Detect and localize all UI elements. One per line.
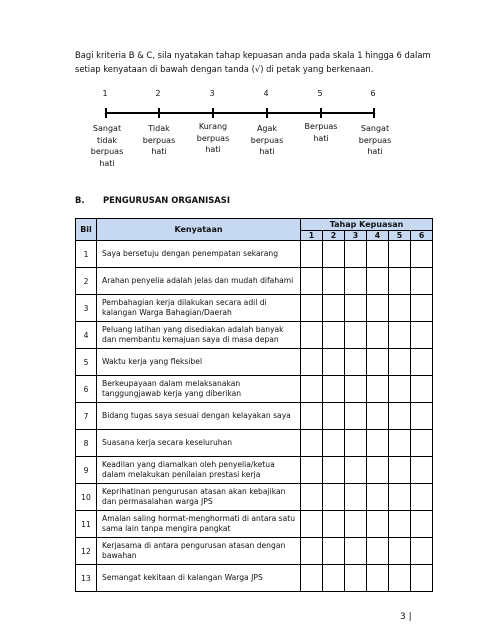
- rating-checkbox-cell[interactable]: [323, 376, 345, 403]
- table-body: [76, 241, 433, 592]
- scale-number: 4: [263, 89, 269, 98]
- row-bil: 2: [76, 268, 97, 295]
- row-bil: 1: [76, 241, 97, 268]
- scale-tick: [373, 108, 375, 118]
- rating-checkbox-cell[interactable]: [345, 457, 367, 484]
- header-level: 2: [323, 231, 345, 241]
- table-row: [76, 241, 433, 268]
- rating-checkbox-cell[interactable]: [345, 565, 367, 592]
- rating-checkbox-cell[interactable]: [301, 403, 323, 430]
- scale-label: Sangat berpuas hati: [358, 124, 392, 156]
- table-row: [76, 457, 433, 484]
- rating-checkbox-cell[interactable]: [301, 538, 323, 565]
- rating-checkbox-cell[interactable]: [389, 484, 411, 511]
- scale-line: [105, 112, 374, 114]
- rating-checkbox-cell[interactable]: [323, 484, 345, 511]
- rating-checkbox-cell[interactable]: [345, 241, 367, 268]
- rating-checkbox-cell[interactable]: [411, 565, 433, 592]
- rating-checkbox-cell[interactable]: [411, 295, 433, 322]
- rating-checkbox-cell[interactable]: [345, 484, 367, 511]
- rating-checkbox-cell[interactable]: [323, 241, 345, 268]
- rating-checkbox-cell[interactable]: [323, 430, 345, 457]
- row-bil: 8: [76, 430, 97, 457]
- rating-checkbox-cell[interactable]: [389, 349, 411, 376]
- scale-label: Sangat tidak berpuas hati: [90, 124, 124, 168]
- rating-checkbox-cell[interactable]: [389, 268, 411, 295]
- satisfaction-scale: [75, 88, 435, 168]
- rating-checkbox-cell[interactable]: [301, 484, 323, 511]
- rating-checkbox-cell[interactable]: [301, 241, 323, 268]
- rating-checkbox-cell[interactable]: [345, 403, 367, 430]
- table-row: [76, 376, 433, 403]
- rating-checkbox-cell[interactable]: [367, 430, 389, 457]
- scale-number: 3: [209, 89, 215, 98]
- scale-number: 6: [370, 89, 376, 98]
- rating-checkbox-cell[interactable]: [367, 376, 389, 403]
- row-statement: Semangat kekitaan di kalangan Warga JPS: [97, 565, 301, 592]
- header-tahap-kepuasan: Tahap Kepuasan: [301, 219, 433, 231]
- rating-checkbox-cell[interactable]: [389, 376, 411, 403]
- rating-checkbox-cell[interactable]: [411, 511, 433, 538]
- table-row: [76, 484, 433, 511]
- rating-checkbox-cell[interactable]: [411, 457, 433, 484]
- rating-checkbox-cell[interactable]: [323, 349, 345, 376]
- scale-label: Agak berpuas hati: [250, 124, 284, 156]
- scale-tick: [266, 108, 268, 118]
- scale-tick: [212, 108, 214, 118]
- rating-checkbox-cell[interactable]: [301, 349, 323, 376]
- header-kenyataan: Kenyataan: [97, 219, 301, 241]
- rating-checkbox-cell[interactable]: [389, 565, 411, 592]
- table-row: [76, 268, 433, 295]
- row-bil: 6: [76, 376, 97, 403]
- row-bil: 11: [76, 511, 97, 538]
- row-bil: 5: [76, 349, 97, 376]
- rating-checkbox-cell[interactable]: [411, 430, 433, 457]
- table-row: [76, 430, 433, 457]
- scale-tick: [320, 108, 322, 118]
- rating-checkbox-cell[interactable]: [367, 349, 389, 376]
- row-statement: Peluang latihan yang disediakan adalah banyak dan membantu kemajuan saya di masa depan: [97, 322, 301, 349]
- intro-text: Bagi kriteria B & C, sila nyatakan tahap kepuasan anda pada skala 1 hingga 6 dalam setiap kenyataan di bawah dengan tanda (√) di petak yang berkenaan.: [75, 50, 431, 74]
- rating-checkbox-cell[interactable]: [367, 484, 389, 511]
- rating-checkbox-cell[interactable]: [345, 268, 367, 295]
- rating-checkbox-cell[interactable]: [367, 565, 389, 592]
- scale-tick: [105, 108, 107, 118]
- row-statement: Keprihatinan pengurusan atasan akan kebajikan dan permasalahan warga JPS: [97, 484, 301, 511]
- row-bil: 7: [76, 403, 97, 430]
- rating-checkbox-cell[interactable]: [323, 268, 345, 295]
- table-row: [76, 349, 433, 376]
- scale-label: Berpuas hati: [304, 122, 338, 143]
- row-statement: Kerjasama di antara pengurusan atasan dengan bawahan: [97, 538, 301, 565]
- table-row: [76, 511, 433, 538]
- rating-checkbox-cell[interactable]: [301, 295, 323, 322]
- row-bil: 13: [76, 565, 97, 592]
- table-row: [76, 295, 433, 322]
- rating-checkbox-cell[interactable]: [323, 403, 345, 430]
- rating-checkbox-cell[interactable]: [367, 241, 389, 268]
- section-title: PENGURUSAN ORGANISASI: [103, 195, 230, 205]
- header-level: 4: [367, 231, 389, 241]
- rating-checkbox-cell[interactable]: [411, 538, 433, 565]
- rating-checkbox-cell[interactable]: [389, 511, 411, 538]
- header-level: 3: [345, 231, 367, 241]
- row-statement: Suasana kerja secara keseluruhan: [97, 430, 301, 457]
- rating-checkbox-cell[interactable]: [367, 268, 389, 295]
- rating-checkbox-cell[interactable]: [389, 403, 411, 430]
- header-level: 1: [301, 231, 323, 241]
- row-statement: Arahan penyelia adalah jelas dan mudah difahami: [97, 268, 301, 295]
- rating-checkbox-cell[interactable]: [301, 322, 323, 349]
- scale-number: 1: [102, 89, 108, 98]
- rating-checkbox-cell[interactable]: [323, 457, 345, 484]
- rating-checkbox-cell[interactable]: [389, 295, 411, 322]
- table-row: [76, 403, 433, 430]
- rating-checkbox-cell[interactable]: [323, 538, 345, 565]
- page-number: 3 |: [400, 612, 412, 622]
- row-bil: 10: [76, 484, 97, 511]
- row-statement: Keadilan yang diamalkan oleh penyelia/ketua dalam melakukan penilaian prestasi kerja: [97, 457, 301, 484]
- rating-checkbox-cell[interactable]: [411, 241, 433, 268]
- rating-checkbox-cell[interactable]: [367, 322, 389, 349]
- section-letter: B.: [75, 195, 85, 205]
- row-bil: 9: [76, 457, 97, 484]
- rating-checkbox-cell[interactable]: [367, 538, 389, 565]
- rating-checkbox-cell[interactable]: [411, 403, 433, 430]
- rating-checkbox-cell[interactable]: [367, 295, 389, 322]
- section-heading: [75, 195, 230, 205]
- row-statement: Saya bersetuju dengan penempatan sekarang: [97, 241, 301, 268]
- rating-checkbox-cell[interactable]: [301, 268, 323, 295]
- table-row: [76, 538, 433, 565]
- header-level: 6: [411, 231, 433, 241]
- scale-tick: [158, 108, 160, 118]
- satisfaction-table: [75, 218, 433, 592]
- scale-label: Kurang berpuas hati: [196, 122, 230, 154]
- rating-checkbox-cell[interactable]: [411, 349, 433, 376]
- rating-checkbox-cell[interactable]: [411, 268, 433, 295]
- rating-checkbox-cell[interactable]: [345, 295, 367, 322]
- rating-checkbox-cell[interactable]: [301, 511, 323, 538]
- header-level: 5: [389, 231, 411, 241]
- rating-checkbox-cell[interactable]: [323, 295, 345, 322]
- rating-checkbox-cell[interactable]: [345, 322, 367, 349]
- rating-checkbox-cell[interactable]: [367, 457, 389, 484]
- rating-checkbox-cell[interactable]: [345, 349, 367, 376]
- rating-checkbox-cell[interactable]: [411, 322, 433, 349]
- rating-checkbox-cell[interactable]: [367, 403, 389, 430]
- row-statement: Waktu kerja yang fleksibel: [97, 349, 301, 376]
- rating-checkbox-cell[interactable]: [323, 511, 345, 538]
- rating-checkbox-cell[interactable]: [345, 376, 367, 403]
- rating-checkbox-cell[interactable]: [389, 322, 411, 349]
- rating-checkbox-cell[interactable]: [301, 376, 323, 403]
- rating-checkbox-cell[interactable]: [323, 322, 345, 349]
- rating-checkbox-cell[interactable]: [389, 538, 411, 565]
- rating-checkbox-cell[interactable]: [389, 241, 411, 268]
- rating-checkbox-cell[interactable]: [323, 565, 345, 592]
- rating-checkbox-cell[interactable]: [345, 511, 367, 538]
- row-bil: 4: [76, 322, 97, 349]
- row-statement: Amalan saling hormat-menghormati di antara satu sama lain tanpa mengira pangkat: [97, 511, 301, 538]
- rating-checkbox-cell[interactable]: [345, 430, 367, 457]
- rating-checkbox-cell[interactable]: [301, 565, 323, 592]
- row-statement: Bidang tugas saya sesuai dengan kelayakan saya: [97, 403, 301, 430]
- rating-checkbox-cell[interactable]: [301, 457, 323, 484]
- rating-checkbox-cell[interactable]: [411, 376, 433, 403]
- rating-checkbox-cell[interactable]: [389, 430, 411, 457]
- scale-label: Tidak berpuas hati: [142, 124, 176, 156]
- scale-number: 2: [155, 89, 161, 98]
- row-statement: Berkeupayaan dalam melaksanakan tanggungjawab kerja yang diberikan: [97, 376, 301, 403]
- table-row: [76, 322, 433, 349]
- rating-checkbox-cell[interactable]: [411, 484, 433, 511]
- row-statement: Pembahagian kerja dilakukan secara adil di kalangan Warga Bahagian/Daerah: [97, 295, 301, 322]
- rating-checkbox-cell[interactable]: [301, 430, 323, 457]
- rating-checkbox-cell[interactable]: [389, 457, 411, 484]
- row-bil: 12: [76, 538, 97, 565]
- header-bil: Bil: [76, 219, 97, 241]
- scale-number: 5: [317, 89, 323, 98]
- row-bil: 3: [76, 295, 97, 322]
- rating-checkbox-cell[interactable]: [345, 538, 367, 565]
- rating-checkbox-cell[interactable]: [367, 511, 389, 538]
- table-row: [76, 565, 433, 592]
